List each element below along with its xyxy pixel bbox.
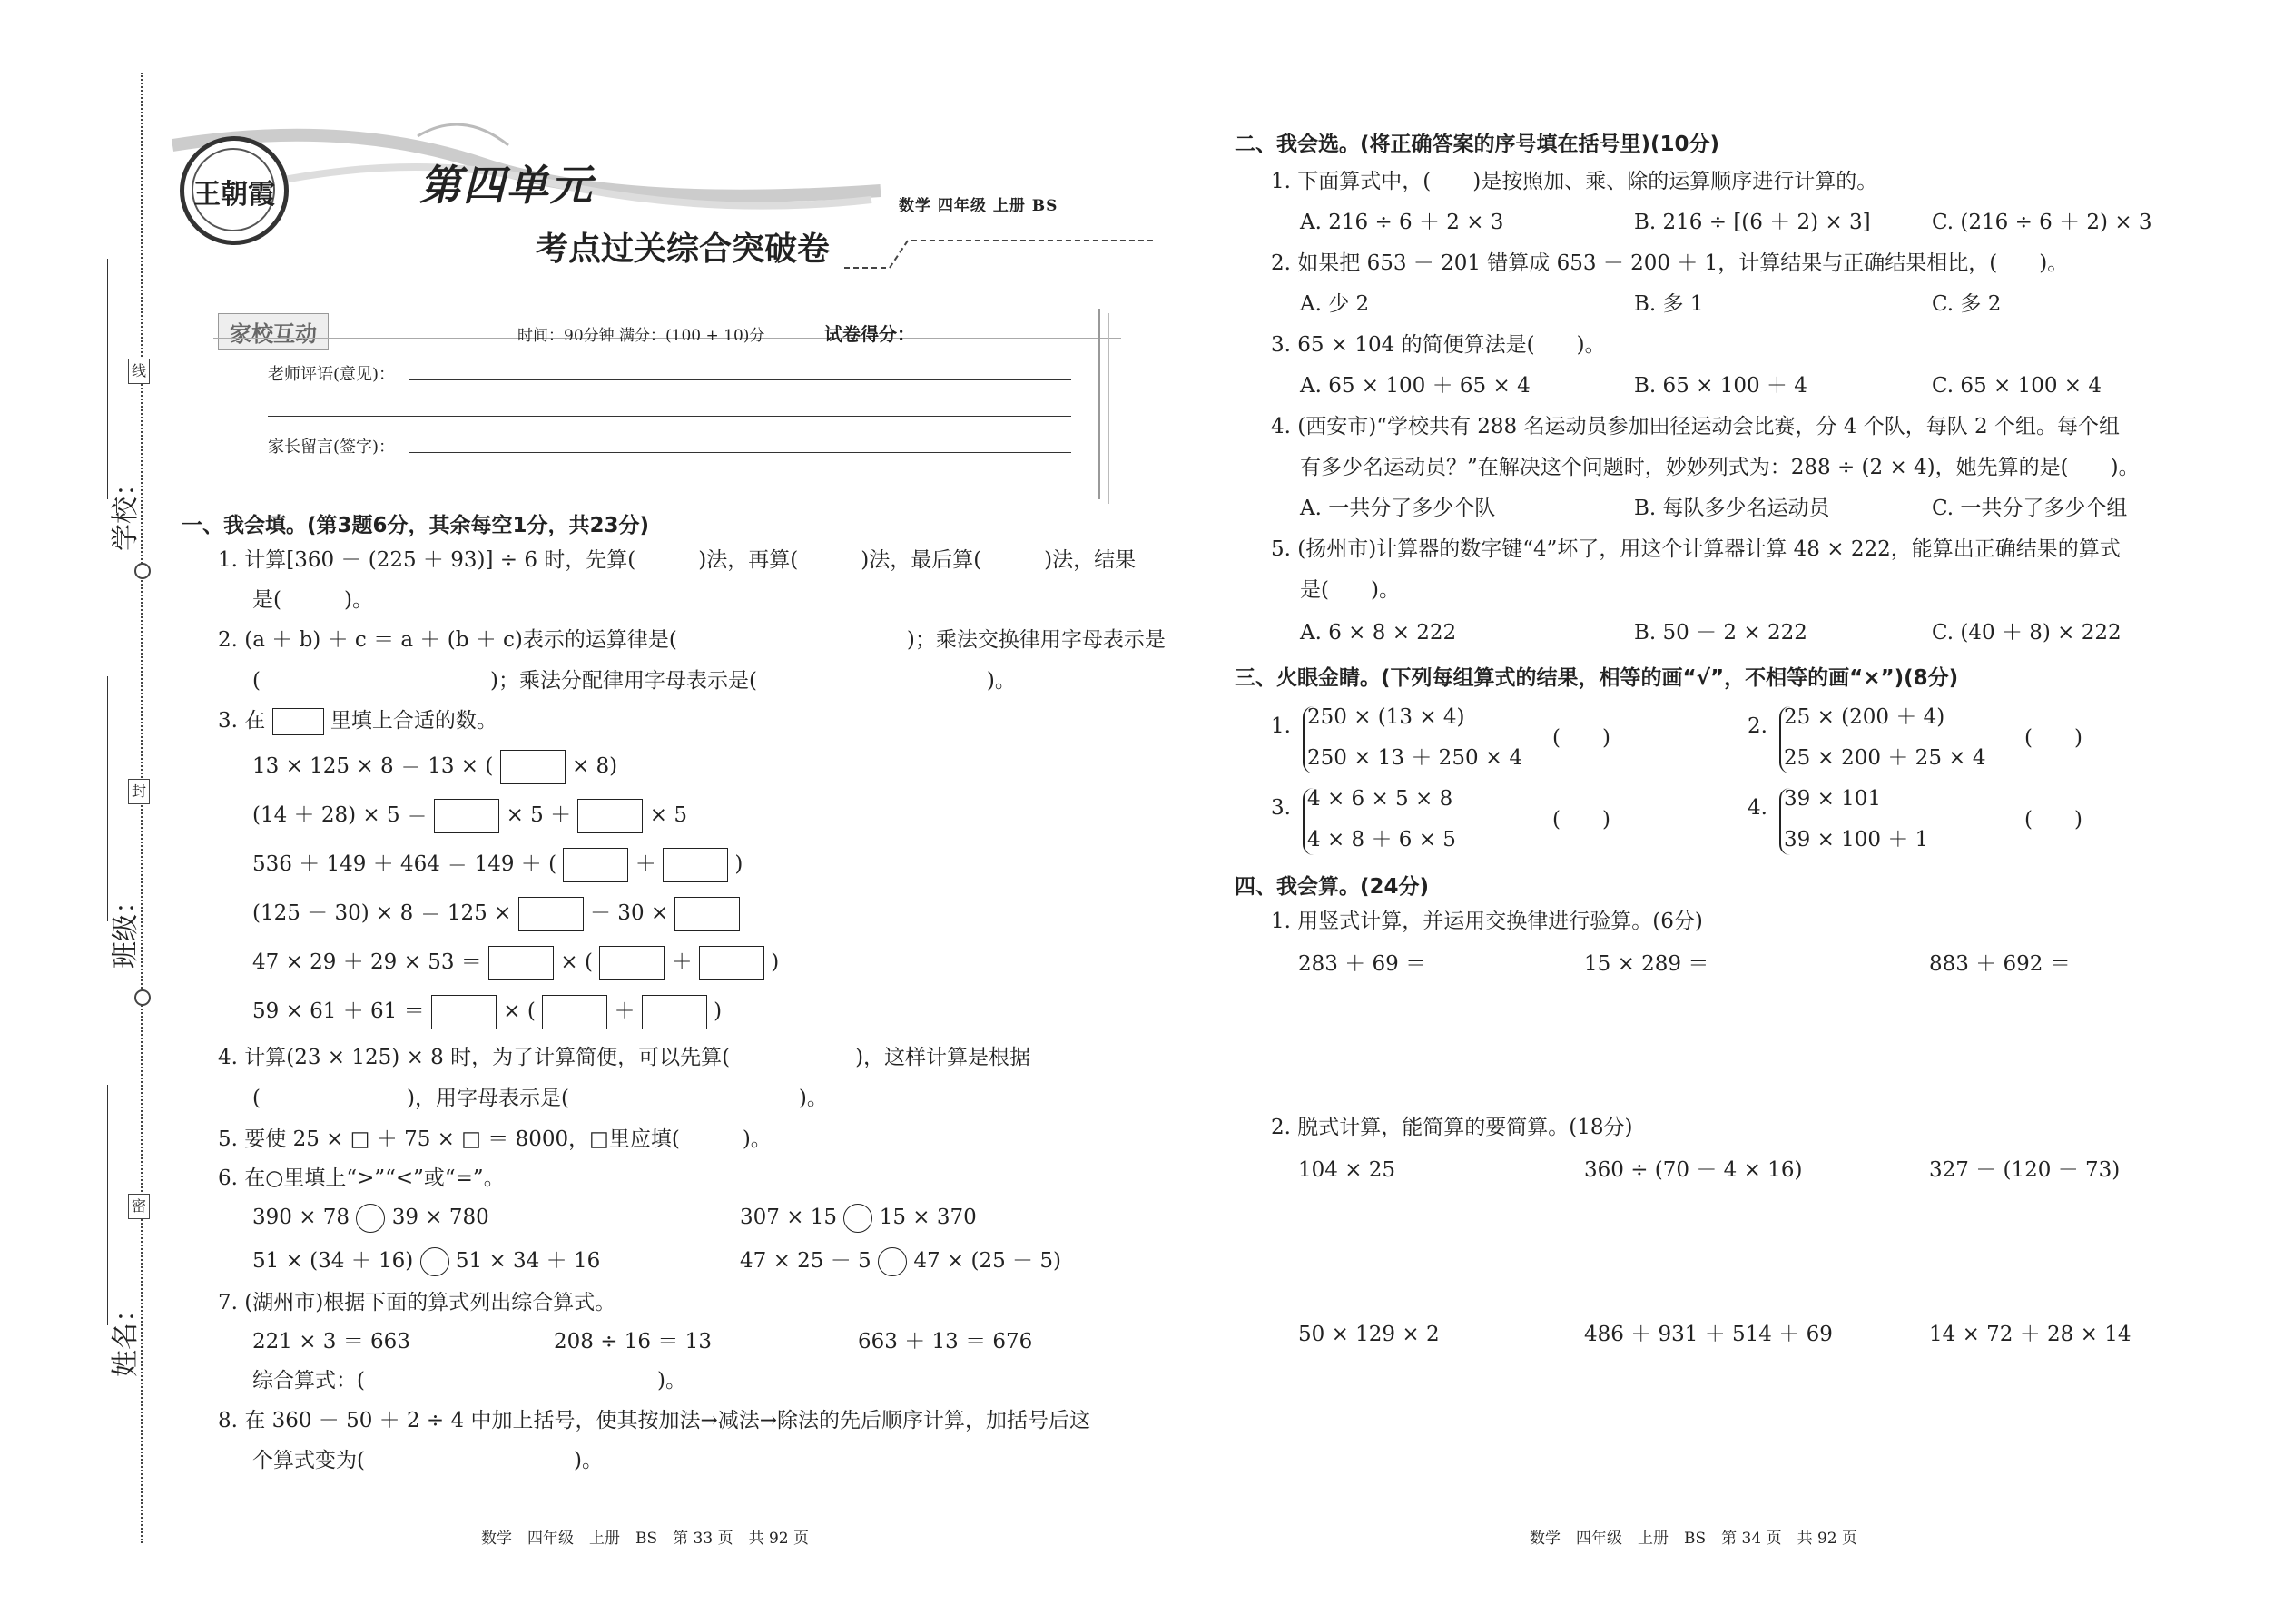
teacher-comment-label: 老师评语(意见)：: [268, 365, 396, 384]
equation-text: ): [771, 950, 780, 974]
equation-text: 536 ＋ 149 ＋ 464 ＝ 149 ＋ (: [252, 852, 557, 876]
calc-item: 14 × 72 ＋ 28 × 14: [1929, 1323, 2132, 1346]
option-b[interactable]: B. 216 ÷ [(6 ＋ 2) × 3]: [1634, 211, 1871, 234]
equation-text: 15 × 370: [879, 1206, 977, 1229]
equation-text: ＋: [671, 950, 693, 974]
question-text: 里填上合适的数。: [330, 709, 497, 733]
equation-text: × 5 ＋: [506, 803, 572, 827]
question-text: 8. 在 360 － 50 ＋ 2 ÷ 4 中加上括号，使其按加法→减法→除法的先后顺序计算，加括号后这: [218, 1409, 1090, 1432]
answer-box[interactable]: [431, 995, 497, 1029]
logo-emblem: [180, 136, 289, 245]
equation-text: 51 × 34 ＋ 16: [455, 1249, 601, 1273]
compare-circle[interactable]: [356, 1204, 385, 1233]
equation-text: 208 ÷ 16 ＝ 13: [554, 1330, 712, 1353]
family-school-label: 家校互动: [218, 313, 329, 350]
equation-row: [252, 897, 740, 931]
equation-text: 47 × (25 － 5): [913, 1249, 1061, 1273]
option-c[interactable]: C. (216 ÷ 6 ＋ 2) × 3: [1932, 211, 2152, 234]
class-line: [107, 676, 108, 921]
question-text: 是( )。: [1300, 578, 1400, 602]
equation-text: 39 × 780: [391, 1206, 489, 1229]
divider: [1108, 313, 1109, 504]
divider: [1098, 309, 1100, 499]
compare-item: [252, 1247, 600, 1276]
parent-comment-field[interactable]: [409, 452, 1071, 453]
question-text: 3. 在: [218, 709, 266, 733]
equation-text: 250 × (13 × 4): [1307, 705, 1465, 729]
equation-text: 39 × 100 ＋ 1: [1784, 828, 1929, 851]
unit-title: 第四单元: [419, 161, 594, 210]
group-number: 2.: [1748, 714, 1767, 738]
equation-text: 39 × 101: [1784, 787, 1882, 811]
question-text: 4. (西安市)“学校共有 288 名运动员参加田径运动会比赛，分 4 个队，每队 2 个组。每个组: [1271, 415, 2120, 438]
exam-subtitle: 考点过关综合突破卷: [536, 231, 831, 268]
judge-parens[interactable]: ( ): [1552, 726, 1610, 750]
option-c[interactable]: C. (40 ＋ 8) × 222: [1932, 621, 2122, 645]
page-footer-right: 数学 四年级 上册 BS 第 34 页 共 92 页: [1530, 1530, 1858, 1548]
equation-text: × (: [503, 999, 536, 1023]
equation-text: ): [714, 999, 723, 1023]
question-text: 6. 在○里填上“>”“<”或“=”。: [218, 1166, 505, 1190]
equation-text: 59 × 61 ＋ 61 ＝: [252, 999, 425, 1023]
section-title: 二、我会选。(将正确答案的序号填在括号里)(10分): [1235, 133, 1720, 156]
question-text: 2. 如果把 653 － 201 错算成 653 － 200 ＋ 1，计算结果与正确结果相比，( )。: [1271, 251, 2069, 275]
binding-hole-icon: [134, 563, 151, 579]
question-text: 2. 脱式计算，能简算的要简算。(18分): [1271, 1116, 1633, 1139]
question-text: 1. 计算[360 － (225 ＋ 93)] ÷ 6 时，先算( )法，再算( )法，最后算( )法，结果: [218, 548, 1137, 572]
equation-row: [252, 799, 687, 833]
option-a[interactable]: A. 65 × 100 ＋ 65 × 4: [1300, 374, 1531, 398]
calc-item: 883 ＋ 692 ＝: [1929, 952, 2071, 976]
equation-text: 25 × (200 ＋ 4): [1784, 705, 1945, 729]
question-text: 1. 用竖式计算，并运用交换律进行验算。(6分): [1271, 910, 1703, 933]
teacher-comment-field[interactable]: [409, 379, 1071, 380]
compare-circle[interactable]: [878, 1247, 907, 1276]
question-text: 1. 下面算式中，( )是按照加、乘、除的运算顺序进行计算的。: [1271, 170, 1878, 193]
judge-parens[interactable]: ( ): [2024, 808, 2082, 832]
equation-text: 13 × 125 × 8 ＝ 13 × (: [252, 754, 494, 778]
answer-box[interactable]: [699, 946, 764, 980]
equation-row: [252, 946, 779, 980]
section-title: 四、我会算。(24分): [1235, 875, 1430, 899]
option-a[interactable]: A. 6 × 8 × 222: [1300, 621, 1457, 645]
option-c[interactable]: C. 65 × 100 × 4: [1932, 374, 2102, 398]
calc-item: 50 × 129 × 2: [1298, 1323, 1440, 1346]
equation-text: 51 × (34 ＋ 16): [252, 1249, 414, 1273]
answer-box[interactable]: [674, 897, 740, 931]
calc-item: 104 × 25: [1298, 1158, 1396, 1182]
grade-tag: 数学 四年级 上册 BS: [899, 197, 1058, 215]
school-line: [107, 259, 108, 499]
question-text: 个算式变为( )。: [252, 1449, 603, 1472]
calc-item: 283 ＋ 69 ＝: [1298, 952, 1427, 976]
equation-text: 4 × 6 × 5 × 8: [1307, 787, 1453, 811]
equation-row: [252, 995, 722, 1029]
name-label: 姓名：: [110, 1295, 142, 1377]
equation-text: ＋: [635, 852, 656, 876]
binding-hole-icon: [134, 989, 151, 1006]
seal-mark: 密: [128, 1194, 150, 1219]
question-text: 4. 计算(23 × 125) × 8 时，为了计算简便，可以先算( )，这样计算是根据: [218, 1046, 1031, 1069]
question-text: 5. 要使 25 × □ ＋ 75 × □ ＝ 8000，□里应填( )。: [218, 1127, 772, 1151]
judge-parens[interactable]: ( ): [1552, 808, 1610, 832]
option-b[interactable]: B. 65 × 100 ＋ 4: [1634, 374, 1807, 398]
answer-box[interactable]: [434, 799, 499, 833]
equation-text: 307 × 15: [740, 1206, 838, 1229]
option-a[interactable]: A. 216 ÷ 6 ＋ 2 × 3: [1300, 211, 1504, 234]
answer-box[interactable]: [518, 897, 584, 931]
question-text: 5. (扬州市)计算器的数字键“4”坏了，用这个计算器计算 48 × 222，能算出正确结果的算式: [1271, 537, 2121, 561]
score-label: 试卷得分：: [824, 323, 915, 345]
compare-item: [740, 1204, 977, 1233]
name-line: [107, 1085, 108, 1325]
equation-text: 47 × 25 － 5: [740, 1249, 871, 1273]
equation-text: (14 ＋ 28) × 5 ＝: [252, 803, 428, 827]
school-label: 学校：: [110, 469, 142, 551]
equation-text: ): [734, 852, 743, 876]
calc-item: 327 － (120 － 73): [1929, 1158, 2121, 1182]
equation-text: 25 × 200 ＋ 25 × 4: [1784, 746, 1986, 770]
compare-circle[interactable]: [843, 1204, 872, 1233]
calc-item: 15 × 289 ＝: [1584, 952, 1709, 976]
answer-box[interactable]: [488, 946, 554, 980]
section-title: 一、我会填。(第3题6分，其余每空1分，共23分): [182, 514, 650, 537]
equation-text: 221 × 3 ＝ 663: [252, 1330, 410, 1353]
answer-box[interactable]: [577, 799, 643, 833]
option-b[interactable]: B. 50 － 2 × 222: [1634, 621, 1807, 645]
equation-text: (125 － 30) × 8 ＝ 125 ×: [252, 901, 512, 925]
calc-item: 486 ＋ 931 ＋ 514 ＋ 69: [1584, 1323, 1833, 1346]
section-title: 三、火眼金睛。(下列每组算式的结果，相等的画“√”，不相等的画“×”)(8分): [1235, 666, 1959, 690]
equation-text: × 8): [571, 754, 618, 778]
answer-box[interactable]: [272, 708, 324, 735]
judge-parens[interactable]: ( ): [2024, 726, 2082, 750]
answer-box[interactable]: [500, 750, 566, 784]
equation-text: 250 × 13 ＋ 250 × 4: [1307, 746, 1523, 770]
option-c[interactable]: C. 一共分了多少个组: [1932, 497, 2128, 520]
group-number: 1.: [1271, 714, 1291, 738]
answer-box[interactable]: [599, 946, 665, 980]
compare-circle[interactable]: [420, 1247, 449, 1276]
calc-item: 360 ÷ (70 － 4 × 16): [1584, 1158, 1803, 1182]
equation-row: [252, 750, 617, 784]
option-a[interactable]: A. 一共分了多少个队: [1300, 497, 1496, 520]
answer-box[interactable]: [663, 848, 728, 882]
equation-text: － 30 ×: [590, 901, 669, 925]
group-number: 4.: [1748, 796, 1767, 820]
equation-text: ＋: [614, 999, 635, 1023]
question-text: [218, 707, 497, 735]
class-label: 班级：: [110, 887, 142, 969]
group-number: 3.: [1271, 796, 1291, 820]
seal-mark: 封: [128, 779, 150, 804]
question-text: 2. (a ＋ b) ＋ c ＝ a ＋ (b ＋ c)表示的运算律是( )；乘法交换律用字母表示是: [218, 628, 1166, 652]
parent-comment-label: 家长留言(签字)：: [268, 438, 396, 457]
compare-item: [252, 1204, 489, 1233]
question-text: 是( )。: [252, 588, 373, 612]
page-footer-left: 数学 四年级 上册 BS 第 33 页 共 92 页: [481, 1530, 810, 1548]
equation-text: 390 × 78: [252, 1206, 350, 1229]
option-b[interactable]: B. 每队多少名运动员: [1634, 497, 1830, 520]
answer-box[interactable]: [542, 995, 607, 1029]
equation-text: 47 × 29 ＋ 29 × 53 ＝: [252, 950, 482, 974]
equation-text: 663 ＋ 13 ＝ 676: [858, 1330, 1033, 1353]
question-text: 7. (湖州市)根据下面的算式列出综合算式。: [218, 1291, 616, 1314]
logo-text: 王朝霞: [193, 179, 275, 211]
question-text: 3. 65 × 104 的简便算法是( )。: [1271, 333, 1606, 357]
option-b[interactable]: B. 多 1: [1634, 292, 1704, 316]
equation-row: [252, 848, 743, 882]
question-text: 综合算式：( )。: [252, 1369, 686, 1393]
question-text: ( )；乘法分配律用字母表示是( )。: [252, 669, 1016, 693]
question-text: ( )，用字母表示是( )。: [252, 1087, 828, 1110]
answer-box[interactable]: [563, 848, 628, 882]
option-c[interactable]: C. 多 2: [1932, 292, 2002, 316]
compare-item: [740, 1247, 1061, 1276]
answer-box[interactable]: [642, 995, 707, 1029]
exam-info: 时间：90分钟 满分：(100 + 10)分: [517, 327, 765, 345]
equation-text: 4 × 8 ＋ 6 × 5: [1307, 828, 1456, 851]
question-text: 有多少名运动员？”在解决这个问题时，妙妙列式为：288 ÷ (2 × 4)，她先算的是( )。: [1300, 456, 2140, 479]
equation-text: × 5: [649, 803, 687, 827]
seal-mark: 线: [128, 359, 150, 384]
teacher-comment-field[interactable]: [268, 416, 1071, 417]
option-a[interactable]: A. 少 2: [1300, 292, 1370, 316]
equation-text: × (: [560, 950, 593, 974]
